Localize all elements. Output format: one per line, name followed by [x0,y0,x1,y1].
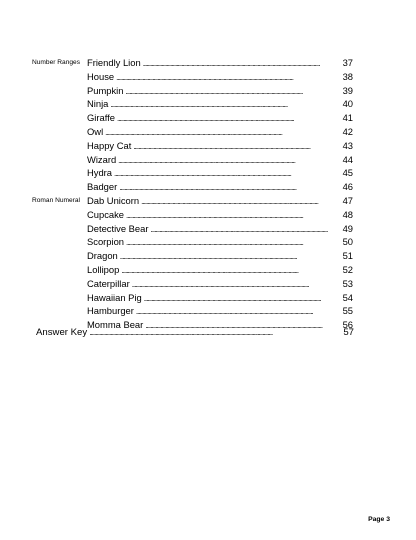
toc-entry [87,97,353,112]
toc-entry [87,111,353,126]
dot-leader [89,328,341,337]
toc-row [0,125,416,139]
toc-entry [87,263,353,278]
toc-entry-title: Owl [87,125,104,137]
dot-leader [133,140,340,154]
dot-leader [125,85,340,99]
toc-entry-title: Ninja [87,98,109,110]
toc-entry-title: Hawaiian Pig [87,291,142,303]
dot-leader [143,57,341,71]
toc-row [0,84,416,98]
toc-entry-title: Detective Bear [87,222,149,234]
toc-row [0,111,416,125]
toc-entry-page-number: 42 [342,125,353,137]
toc-entry-page-number: 52 [342,263,353,275]
toc-entry [87,277,353,292]
dot-leader [117,112,341,126]
toc-entry-page-number: 45 [342,167,353,179]
toc-entry [87,56,353,71]
toc-entry-title: Giraffe [87,112,115,124]
toc-entry-page-number: 50 [342,236,353,248]
toc-entry [87,166,353,181]
dot-leader [105,126,340,140]
dot-leader [118,154,340,168]
toc-entry-page-number: 49 [342,222,353,234]
toc-entry [87,304,353,319]
toc-row [0,139,416,153]
toc-row [0,222,416,236]
dot-leader [120,250,341,264]
dot-leader [119,181,340,195]
toc-entry-title: Badger [87,181,118,193]
dot-leader [151,223,341,237]
dot-leader [121,264,340,278]
toc-entry-title: Hydra [87,167,113,179]
toc-row [0,97,416,111]
toc-entry [87,153,353,168]
section-label: Roman Numeral [32,196,81,204]
toc-entry-page-number: 40 [342,98,353,110]
toc-entry-page-number: 38 [342,70,353,82]
toc-entry-page-number: 48 [342,208,353,220]
answer-key-page-number: 57 [343,327,354,338]
toc-entry [87,139,353,154]
toc-entry [87,84,353,99]
dot-leader [126,236,341,250]
dot-leader [126,209,341,223]
toc-entry [87,194,353,209]
toc-entry [87,70,353,85]
toc-entry-page-number: 56 [342,319,353,331]
table-of-contents [0,56,416,332]
toc-row [0,291,416,305]
dot-leader [141,195,340,209]
toc-row [0,153,416,167]
toc-entry-title: Wizard [87,153,117,165]
section-label: Number Ranges [32,59,81,66]
toc-row [0,194,416,208]
dot-leader [116,71,340,85]
toc-entry-title: Cupcake [87,208,125,220]
toc-entry-title: Dragon [87,250,118,262]
toc-entry-title: Lollipop [87,263,120,275]
toc-row [0,263,416,277]
toc-row [0,304,416,318]
toc-entry [87,208,353,223]
toc-row [0,249,416,263]
toc-entry-page-number: 41 [342,112,353,124]
toc-entry-title: Momma Bear [87,319,144,331]
toc-entry-title: Caterpillar [87,277,130,289]
toc-entry [87,125,353,140]
toc-entry-page-number: 46 [342,181,353,193]
toc-entry-title: House [87,70,115,82]
toc-entry [87,235,353,250]
toc-entry-title: Dab Unicorn [87,194,140,206]
toc-row [0,70,416,84]
toc-entry-page-number: 47 [342,194,353,206]
toc-entry-page-number: 44 [342,153,353,165]
toc-entry-title: Hamburger [87,305,134,317]
toc-entry-page-number: 39 [342,84,353,96]
toc-entry-title: Friendly Lion [87,57,141,68]
toc-entry-page-number: 43 [342,139,353,151]
toc-row [0,56,416,70]
toc-row [0,208,416,222]
answer-key-entry [36,327,354,338]
dot-leader [144,292,341,306]
answer-key-title: Answer Key [36,327,88,338]
dot-leader [114,167,341,181]
toc-entry [87,222,353,237]
dot-leader [110,98,340,112]
dot-leader [136,305,341,319]
toc-entry-page-number: 51 [342,250,353,262]
toc-entry [87,291,353,306]
page-number-footer: Page 3 [368,516,390,523]
toc-row [0,166,416,180]
toc-entry-title: Happy Cat [87,139,132,151]
toc-entry-page-number: 55 [342,305,353,317]
toc-row [0,180,416,194]
toc-row [0,235,416,249]
dot-leader [132,278,341,292]
toc-entry-page-number: 37 [342,57,353,68]
toc-row [0,277,416,291]
toc-entry [87,249,353,264]
toc-entry-title: Scorpion [87,236,125,248]
toc-entry-page-number: 53 [342,277,353,289]
toc-entry-page-number: 54 [342,291,353,303]
toc-entry [87,180,353,195]
toc-entry-title: Pumpkin [87,84,124,96]
